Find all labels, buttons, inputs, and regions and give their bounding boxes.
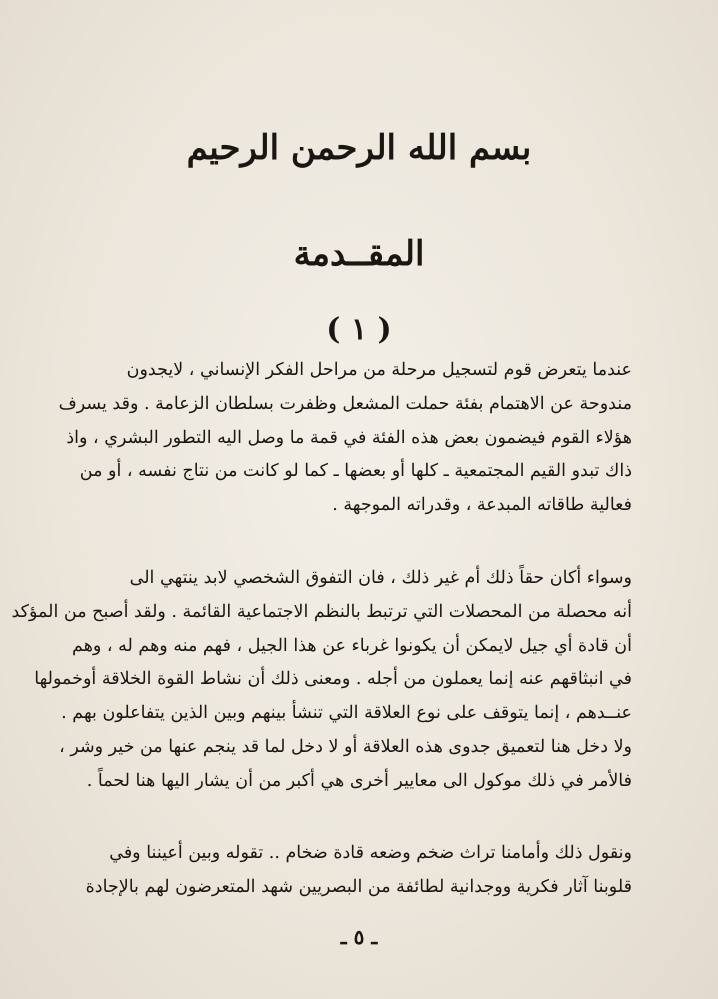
section-number: ( ١ ) [326,312,392,347]
text-line: في انبثاقهم عنه إنما يعملون من أجله . ومعنى ذلك أن نشاط القوة الخلاقة أوخمولها [34,669,632,690]
page-number: ـ ٥ ـ [340,925,378,949]
text-line: عنــدهم ، إنما يتوقف على نوع العلاقة التي تنشأ بينهم وبين الذين يتفاعلون بهم . [61,703,632,724]
text-line: فعالية طاقاته المبدعة ، وقدراته الموجهة . [332,495,632,516]
text-line: أنه محصلة من المحصلات التي ترتبط بالنظم الاجتماعية القائمة . ولقد أصبح من المؤكد [11,601,632,622]
text-line: أن قادة أي جيل لايمكن أن يكونوا غرباء عن هذا الجيل ، فهم منه وهم له ، وهم [72,635,632,656]
text-line: ذاك تبدو القيم المجتمعية ـ كلها أو بعضها ـ كما لو كانت من نتاج نفسه ، أو من [79,461,632,482]
text-line: ونقول ذلك وأمامنا تراث ضخم وضعه قادة ضخام .. تقوله وبين أعيننا وفي [109,843,632,863]
text-line: ولا دخل هنا لتعميق جدوى هذه العلاقة أو لا دخل لما قد ينجم عنها من خير وشر ، [59,736,632,757]
text-line: هؤلاء القوم فيضمون بعض هذه الفئة في قمة ما وصل اليه التطور البشري ، واذ [66,427,632,448]
paragraph-1 [58,354,632,523]
basmala-heading: بسم الله الرحمن الرحيم [186,128,532,168]
paragraph-2 [11,562,632,799]
paragraph-3 [85,837,632,905]
text-line: وسواء أكان حقاً ذلك أم غير ذلك ، فان التفوق الشخصي لابد ينتهي الى [129,568,632,588]
chapter-title: المقــدمة [293,234,425,274]
text-line: قلوبنا آثار فكرية ووجدانية لطائفة من البصريين شهد المتعرضون لهم بالإجادة [85,876,632,897]
text-line: فالأمر في ذلك موكول الى معايير أخرى هي أكبر من أن يشار اليها هنا لحماً . [86,770,632,791]
text-line: مندوحة عن الاهتمام بفئة حملت المشعل وظفرت بسلطان الزعامة . وقد يسرف [58,393,632,414]
text-line: عندما يتعرض قوم لتسجيل مرحلة من مراحل الفكر الإنساني ، لايجدون [126,360,632,380]
